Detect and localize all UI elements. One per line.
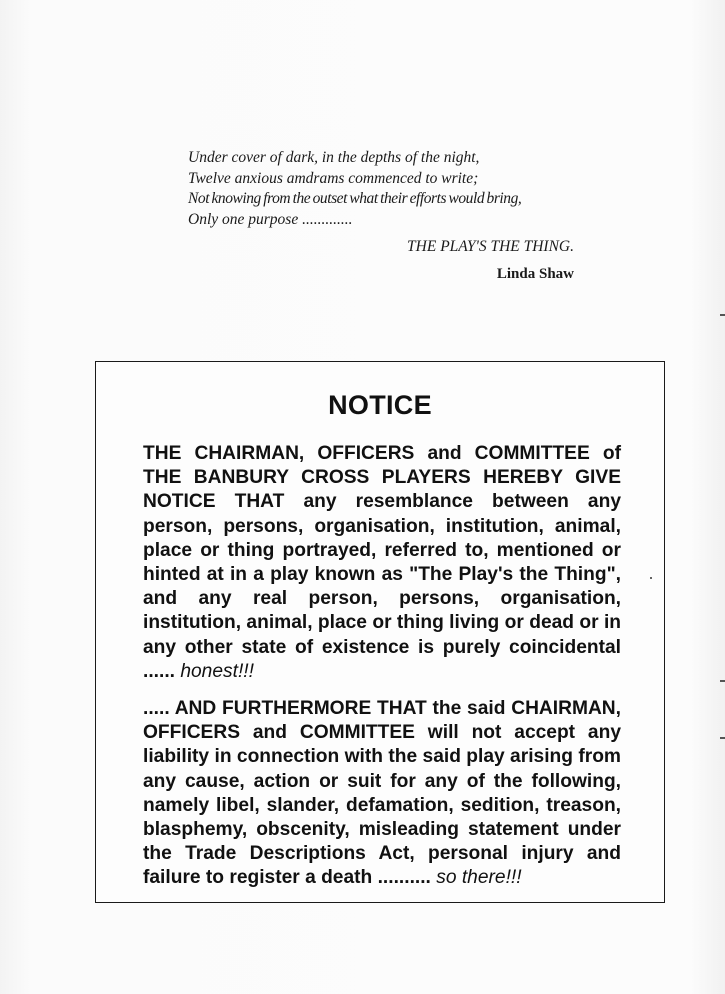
notice-line: THE CHAIRMAN, OFFICERS and COMMITTEE of (143, 443, 621, 464)
notice-tail-text: honest!!! (180, 660, 254, 682)
notice-line-row (143, 794, 621, 818)
notice-line: OFFICERS and COMMITTEE will not accept any (143, 722, 621, 744)
notice-line-row (143, 466, 621, 490)
scan-edge-mark (720, 314, 725, 316)
notice-line: person, persons, organisation, institution, animal, (143, 515, 621, 537)
notice-paragraph-1-tail (143, 660, 621, 684)
notice-line: and any real person, persons, organisation, (143, 588, 621, 610)
notice-line: institution, animal, place or thing living or dead or in (143, 612, 621, 634)
notice-line-row (143, 515, 621, 539)
poem-line: Twelve anxious amdrams commenced to write; (188, 169, 479, 187)
notice-line-row (143, 587, 621, 611)
notice-line-row (143, 770, 621, 794)
notice-title: NOTICE (328, 390, 432, 420)
notice-body (143, 442, 621, 891)
notice-tail-dots: ...... (143, 660, 175, 682)
notice-line: ..... AND FURTHERMORE THAT the said CHAIRMAN, (143, 698, 621, 720)
poem-line: Only one purpose ............. (188, 210, 353, 228)
poem-line: Under cover of dark, in the depths of the night, (188, 149, 480, 166)
notice-line: liability in connection with the said play arising from (143, 746, 621, 768)
notice-paragraph-2 (143, 697, 621, 866)
poem (188, 148, 578, 284)
notice-line: the Trade Descriptions Act, personal injury and (143, 843, 621, 865)
notice-line-row (143, 721, 621, 745)
notice-box (95, 361, 665, 903)
notice-line: hinted at in a play known as "The Play's the Thing", (143, 564, 621, 586)
scan-edge-mark (720, 680, 725, 682)
notice-line-row (143, 563, 621, 587)
notice-line: any cause, action or suit for any of the following, (143, 770, 621, 792)
poem-author: Linda Shaw (496, 265, 574, 282)
notice-line-row (143, 842, 621, 866)
notice-line-row (143, 442, 621, 466)
notice-paragraph-1 (143, 442, 621, 660)
poem-line: Not knowing from the outset what their efforts would bring, (188, 190, 522, 207)
notice-paragraph-2-tail (143, 866, 621, 890)
notice-last-line-text: failure to register a death .......... (143, 867, 431, 889)
notice-line: blasphemy, obscenity, misleading statement under (143, 819, 621, 841)
notice-line-row (143, 490, 621, 514)
notice-line: NOTICE THAT any resemblance between any (143, 491, 621, 513)
poem-refrain: THE PLAY'S THE THING. (407, 238, 574, 255)
scan-edge-mark (720, 737, 725, 739)
notice-line: THE BANBURY CROSS PLAYERS HEREBY GIVE (143, 467, 621, 489)
notice-line-row (143, 611, 621, 635)
notice-line-row (143, 697, 621, 721)
notice-line: any other state of existence is purely coincidental (143, 636, 621, 658)
notice-line-row (143, 745, 621, 769)
notice-tail-text: so there!!! (436, 867, 522, 889)
notice-line: namely libel, slander, defamation, sedition, treason, (143, 794, 621, 816)
scan-dot-mark (650, 577, 652, 579)
notice-line-row (143, 539, 621, 563)
notice-line-row (143, 818, 621, 842)
notice-line: place or thing portrayed, referred to, mentioned or (143, 539, 621, 561)
notice-line-row (143, 636, 621, 660)
